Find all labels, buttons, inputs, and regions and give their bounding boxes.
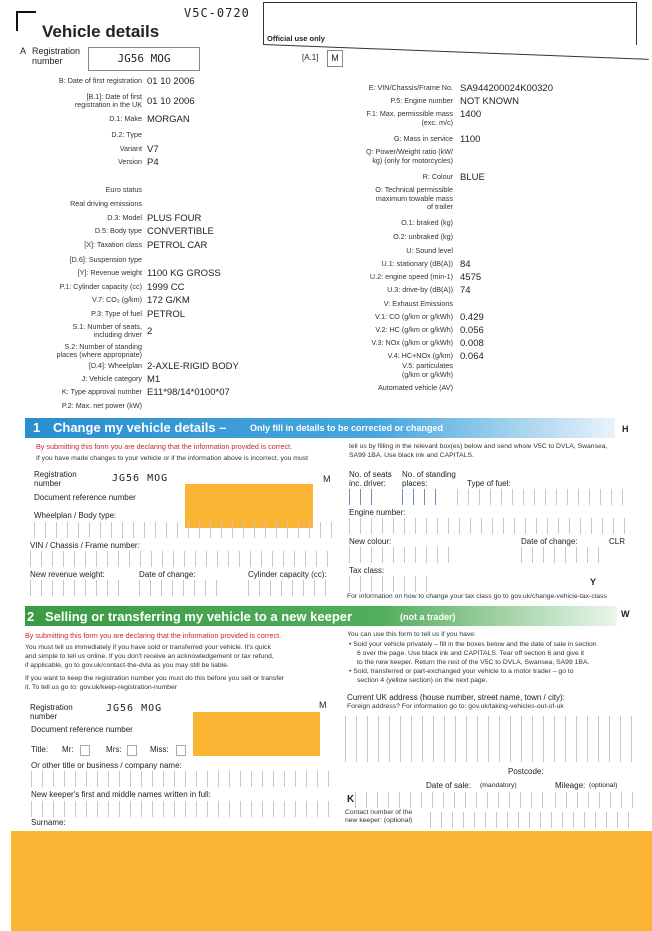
corner-mark bbox=[16, 11, 36, 31]
left-field-label: P.3: Type of fuel bbox=[91, 309, 142, 318]
right-field-label: O: Technical permissible maximum towable mass of trailer bbox=[375, 185, 453, 211]
s1-engine-input[interactable] bbox=[349, 518, 633, 534]
s2-r2: • Sold your vehicle privately – fill in the boxes below and the date of sale in section bbox=[349, 641, 597, 648]
section1-intro-right: tell us by filling in the relevant box(es) below and send whole V5C to DVLA, Swansea, bbox=[349, 443, 608, 450]
s1-new-rev-label: New revenue weight: bbox=[30, 570, 105, 579]
right-field-label: R: Colour bbox=[422, 172, 453, 181]
left-field-label: V.7: CO₂ (g/km) bbox=[91, 295, 142, 304]
section2-warning: By submitting this form you are declaring that the information provided is correct. bbox=[25, 631, 282, 640]
section2-number: 2 bbox=[27, 609, 35, 624]
section1-title: Change my vehicle details – bbox=[53, 420, 227, 435]
redaction-bottom bbox=[11, 831, 652, 931]
right-field-label: U.1: stationary (dB(A)) bbox=[381, 259, 453, 268]
s1-vin-input[interactable] bbox=[30, 551, 332, 567]
left-field-label: [D.4]: Wheelplan bbox=[88, 361, 142, 370]
s1-vin-label: VIN / Chassis / Frame number: bbox=[30, 541, 140, 550]
s2-doc-ref-label: Document reference number bbox=[31, 725, 133, 734]
s2-mr-label: Mr: bbox=[62, 745, 74, 754]
right-field-label: Automated vehicle (AV) bbox=[378, 383, 453, 392]
s1-date-change2-label: Date of change: bbox=[521, 537, 578, 546]
right-field-label: F.1: Max. permissible mass (exc. m/c) bbox=[366, 109, 453, 127]
s1-tax-input[interactable] bbox=[349, 576, 433, 592]
left-field-label: [B.1]: Date of first registration in the UK bbox=[74, 92, 142, 109]
page-title: Vehicle details bbox=[42, 22, 160, 41]
s1-fuel-input[interactable] bbox=[457, 489, 633, 505]
s1-reg-label: Registration number bbox=[34, 470, 77, 488]
left-field-label: K: Type approval number bbox=[61, 387, 142, 396]
reg-value: JG56 MOG bbox=[88, 47, 200, 71]
right-field-label: V.1: CO (g/km or g/kWh) bbox=[374, 312, 453, 321]
s2-foreign-label: Foreign address? For information go to: gov.uk/taking-vehicles-out-of-uk bbox=[347, 703, 564, 710]
s2-mandatory: (mandatory) bbox=[480, 782, 517, 789]
left-field-value: PETROL CAR bbox=[147, 240, 208, 251]
section2-header bbox=[25, 606, 617, 626]
s1-fuel-label: Type of fuel: bbox=[467, 479, 511, 488]
left-field-label: P.1: Cylinder capacity (cc) bbox=[59, 282, 142, 291]
left-field-label: [Y]: Revenue weight bbox=[77, 268, 142, 277]
s2-reg-value: JG56 MOG bbox=[106, 703, 163, 714]
right-field-label: Q: Power/Weight ratio (kW/ kg) (only for motorcycles) bbox=[366, 147, 453, 165]
right-field-value: SA944200024K00320 bbox=[460, 83, 553, 94]
s2-optional: (optional) bbox=[589, 782, 618, 789]
right-field-value: 74 bbox=[460, 285, 471, 296]
s1-standing-label: No. of standing places: bbox=[402, 470, 456, 488]
s1-wheelplan-label: Wheelplan / Body type: bbox=[34, 511, 117, 520]
s1-cyl-input[interactable] bbox=[248, 580, 332, 596]
right-field-label: V.5: particulates (g/km or g/kWh) bbox=[401, 361, 453, 379]
s2-contact-label: Contact number of the new keeper: (optional) bbox=[345, 809, 413, 824]
left-field-value: P4 bbox=[147, 157, 159, 168]
left-field-label: D.3: Model bbox=[107, 213, 142, 222]
s1-tax-info: For information on how to change your tax class go to gov.uk/change-vehicle-tax-class bbox=[347, 593, 607, 600]
left-field-label: S.2: Number of standing places (where appropriate) bbox=[56, 342, 142, 359]
right-field-label: U.2: engine speed (min-1) bbox=[369, 272, 453, 281]
official-use-line bbox=[263, 44, 649, 60]
s2-date-sale-input[interactable] bbox=[355, 792, 545, 808]
s2-r5: • Sold, transferred or part-exchanged your vehicle to a motor trader – go to bbox=[349, 668, 574, 675]
s2-new-keeper-label: New keeper's first and middle names written in full: bbox=[31, 790, 211, 799]
right-field-label: O.2: unbraked (kg) bbox=[393, 232, 453, 241]
right-field-value: 1100 bbox=[460, 134, 481, 145]
s1-standing-input[interactable] bbox=[402, 489, 438, 505]
left-field-value: PETROL bbox=[147, 309, 186, 320]
right-field-label: O.1: braked (kg) bbox=[401, 218, 453, 227]
a1-label: [A.1] bbox=[302, 53, 319, 62]
s2-address-label: Current UK address (house number, street name, town / city): bbox=[347, 693, 565, 702]
left-field-label: D.2: Type bbox=[111, 130, 142, 139]
left-field-label: Euro status bbox=[105, 185, 142, 194]
s2-contact-input[interactable] bbox=[430, 812, 633, 828]
s2-mr-checkbox[interactable] bbox=[80, 745, 90, 756]
left-field-value: PLUS FOUR bbox=[147, 213, 202, 224]
left-field-value: 172 G/KM bbox=[147, 295, 190, 306]
left-field-value: E11*98/14*0100*07 bbox=[147, 387, 230, 398]
section1-subtitle: Only fill in details to be corrected or changed bbox=[250, 423, 444, 433]
left-field-label: D.5: Body type bbox=[94, 226, 142, 235]
s1-seats-input[interactable] bbox=[349, 489, 373, 505]
left-field-label: D.1: Make bbox=[109, 114, 142, 123]
right-field-value: 0.056 bbox=[460, 325, 484, 336]
redaction-doc-ref-2 bbox=[193, 712, 320, 756]
section1-intro-right2: SA99 1BA. Use black ink and CAPITALS. bbox=[349, 452, 474, 459]
section1-intro: If you have made changes to your vehicle or if the information above is incorrect, you must bbox=[36, 455, 309, 462]
s2-r3: 6 over the page. Use black ink and CAPITALS. Tear off section 6 and give it bbox=[357, 650, 585, 657]
s2-p4: If you want to keep the registration number you must do this before you sell or transfer bbox=[25, 675, 285, 682]
left-field-value: V7 bbox=[147, 144, 159, 155]
s1-reg-m: M bbox=[323, 474, 331, 484]
section2-code: W bbox=[621, 609, 630, 619]
section1-warning: By submitting this form you are declaring that the information provided is correct. bbox=[36, 442, 293, 451]
right-field-label: U.3: drive-by (dB(A)) bbox=[387, 285, 453, 294]
left-field-label: S.1: Number of seats, including driver bbox=[72, 322, 142, 339]
right-field-value: 1400 bbox=[460, 109, 482, 120]
left-field-label: [X]: Taxation class bbox=[84, 240, 142, 249]
s1-date-change-input[interactable] bbox=[139, 580, 227, 596]
s2-surname-label: Surname: bbox=[31, 818, 66, 827]
s1-date-change-label: Date of change: bbox=[139, 570, 196, 579]
s2-postcode-label: Postcode: bbox=[508, 767, 544, 776]
left-field-value: 01 10 2006 bbox=[147, 76, 195, 87]
s1-seats-label: No. of seats inc. driver: bbox=[349, 470, 392, 488]
s2-p5: it. To tell us go to: gov.uk/keep-registration-number bbox=[25, 684, 178, 691]
left-field-value: CONVERTIBLE bbox=[147, 226, 214, 237]
left-field-label: Variant bbox=[119, 144, 142, 153]
left-field-value: 2-AXLE-RIGID BODY bbox=[147, 361, 239, 372]
left-field-value: M1 bbox=[147, 374, 161, 385]
s2-new-keeper-input[interactable] bbox=[31, 801, 331, 817]
left-field-label: J: Vehicle category bbox=[81, 374, 142, 383]
s2-p2: and simple to tell us online. If you don't receive an acknowledgement or tax refund, bbox=[25, 653, 274, 660]
s2-r4: to the new keeper. Return the rest of the V5C to DVLA, Swansea, SA99 1BA. bbox=[357, 659, 590, 666]
s2-mileage-input[interactable] bbox=[555, 792, 633, 808]
right-field-label: P.5: Engine number bbox=[390, 96, 453, 105]
left-field-value: MORGAN bbox=[147, 114, 190, 125]
s2-r6: section 4 (yellow section) on the next page. bbox=[357, 677, 488, 684]
s1-wheelplan-input[interactable] bbox=[34, 522, 332, 538]
right-field-label: V: Exhaust Emissions bbox=[383, 299, 453, 308]
right-field-value: NOT KNOWN bbox=[460, 96, 519, 107]
s2-title-label: Title: bbox=[31, 745, 49, 754]
right-field-value: 0.064 bbox=[460, 351, 484, 362]
reg-key: A bbox=[20, 46, 27, 56]
right-field-label: V.3: NOx (g/km or g/kWh) bbox=[371, 338, 453, 347]
right-field-label: V.2: HC (g/km or g/kWh) bbox=[375, 325, 453, 334]
section1-code: H bbox=[622, 424, 629, 434]
s2-p3: if applicable, go to gov.uk/contact-the-dvla as you may still be liable. bbox=[25, 662, 229, 669]
right-field-label: V.4: HC+NOx (g/km) bbox=[387, 351, 453, 360]
left-field-label: P.2: Max. net power (kW) bbox=[61, 401, 142, 410]
s1-clr: CLR bbox=[609, 537, 626, 546]
section1-header bbox=[25, 418, 615, 438]
s2-other-title-label: Or other title or business / company name: bbox=[31, 761, 182, 770]
left-field-value: 01 10 2006 bbox=[147, 96, 195, 107]
section1-number: 1 bbox=[33, 420, 41, 435]
s2-p1: You must tell us immediately if you have sold or transferred your vehicle. It's quick bbox=[25, 644, 271, 651]
s2-r1: You can use this form to tell us if you have: bbox=[347, 631, 476, 638]
s1-engine-label: Engine number: bbox=[349, 508, 406, 517]
left-field-label: Real driving emissions bbox=[70, 199, 142, 208]
s2-mrs-checkbox[interactable] bbox=[127, 745, 137, 756]
s2-address-input[interactable] bbox=[345, 716, 633, 762]
s2-date-sale-label: Date of sale: bbox=[426, 781, 471, 790]
reg-label: Registration number bbox=[32, 46, 81, 66]
right-field-label: U: Sound level bbox=[406, 246, 453, 255]
left-field-label: Version bbox=[118, 157, 142, 166]
s2-mrs-label: Mrs: bbox=[106, 745, 122, 754]
s1-tax-y: Y bbox=[590, 577, 597, 587]
left-field-value: 1100 KG GROSS bbox=[147, 268, 221, 279]
s1-reg-value: JG56 MOG bbox=[112, 473, 169, 484]
section2-title: Selling or transferring my vehicle to a new keeper bbox=[45, 609, 353, 624]
s2-reg-m: M bbox=[319, 700, 327, 710]
left-field-value: 2 bbox=[147, 326, 153, 337]
s2-mileage-label: Mileage: bbox=[555, 781, 586, 790]
left-field-label: B: Date of first registration bbox=[58, 76, 142, 85]
section2-note: (not a trader) bbox=[400, 612, 456, 622]
s1-new-rev-input[interactable] bbox=[30, 580, 122, 596]
s1-tax-label: Tax class: bbox=[349, 566, 385, 575]
left-field-value: 1999 CC bbox=[147, 282, 185, 293]
right-field-value: 4575 bbox=[460, 272, 482, 283]
left-field-label: [D.6]: Suspension type bbox=[69, 255, 142, 264]
right-field-value: 0.429 bbox=[460, 312, 484, 323]
right-field-label: E: VIN/Chassis/Frame No. bbox=[368, 83, 453, 92]
s2-reg-label: Registration number bbox=[30, 703, 73, 721]
s1-doc-ref-label: Document reference number bbox=[34, 493, 136, 502]
s1-colour-label: New colour: bbox=[349, 537, 392, 546]
s2-other-title-input[interactable] bbox=[31, 771, 331, 787]
right-field-value: 84 bbox=[460, 259, 471, 270]
right-field-value: 0.008 bbox=[460, 338, 484, 349]
s1-colour-input[interactable] bbox=[349, 547, 449, 563]
right-field-value: BLUE bbox=[460, 172, 485, 183]
s1-date-change2-input[interactable] bbox=[521, 547, 609, 563]
a1-value: M bbox=[327, 50, 343, 67]
s2-miss-checkbox[interactable] bbox=[176, 745, 186, 756]
s2-miss-label: Miss: bbox=[150, 745, 169, 754]
s1-cyl-label: Cylinder capacity (cc): bbox=[248, 570, 327, 579]
s2-k: K bbox=[347, 794, 355, 805]
right-field-label: G: Mass in service bbox=[393, 134, 453, 143]
official-use-label: Official use only bbox=[267, 34, 325, 43]
form-code: V5C-0720 bbox=[184, 6, 250, 20]
